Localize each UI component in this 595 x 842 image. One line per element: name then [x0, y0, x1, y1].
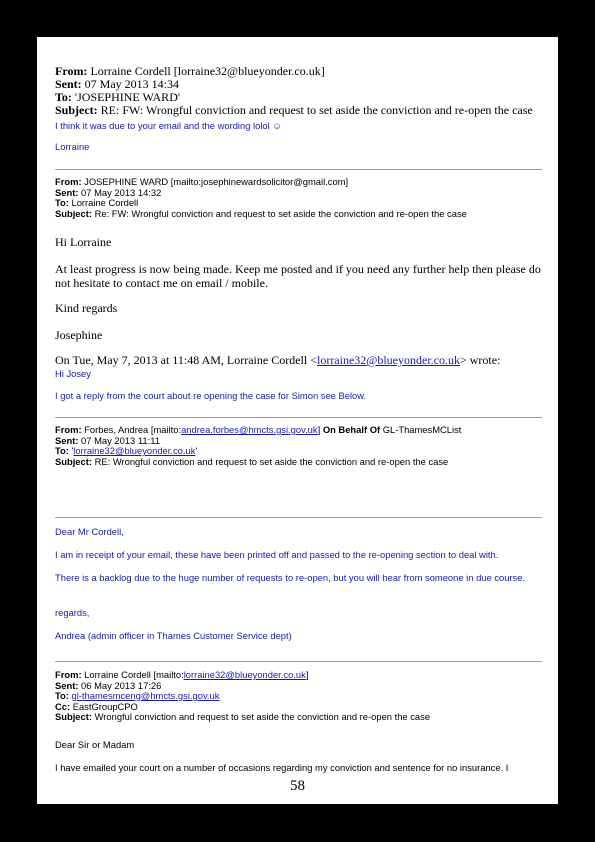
email1-to: To: 'JOSEPHINE WARD': [55, 90, 181, 104]
email1-signature: Lorraine: [55, 141, 90, 152]
quote-email-link[interactable]: lorraine32@blueyonder.co.uk: [316, 353, 460, 367]
email1-from: From: Lorraine Cordell [lorraine32@blueyonder.co.uk]: [55, 64, 325, 78]
email2-paragraph: At least progress is now being made. Keep me posted and if you need any further help then please do not hesitate to contact me on email / mobile.: [55, 262, 541, 290]
separator-line: [55, 661, 542, 662]
email4-header: [55, 670, 542, 723]
email3-to: To: 'lorraine32@blueyonder.co.uk': [55, 445, 198, 456]
email1-subject: Subject: RE: FW: Wrongful conviction and request to set aside the conviction and re-open the case: [55, 103, 533, 117]
email4-from: From: Lorraine Cordell [mailto:lorraine32@blueyonder.co.uk]: [55, 669, 309, 680]
email3-to-link[interactable]: lorraine32@blueyonder.co.uk: [73, 445, 196, 456]
separator-line: [55, 417, 542, 418]
email2-quote-intro: On Tue, May 7, 2013 at 11:48 AM, Lorraine Cordell <lorraine32@blueyonder.co.uk> wrote:: [55, 353, 501, 367]
separator-line: [55, 517, 542, 518]
email2-sent: Sent: 07 May 2013 14:32: [55, 186, 162, 198]
email4-to-link[interactable]: gl-thamesmceng@hmcts.gsi.gov.uk: [71, 690, 220, 701]
email2-quote-greeting: Hi Josey: [55, 368, 91, 379]
email3-greeting: Dear Mr Cordell,: [55, 526, 124, 537]
email2-from: From: JOSEPHINE WARD [mailto:josephinewardsolicitor@gmail.com]: [55, 176, 349, 187]
email1-header: [55, 65, 542, 117]
email3-header: [55, 425, 542, 467]
email3-from-link[interactable]: andrea.forbes@hmcts.gsi.gov.uk: [181, 424, 318, 435]
email2-greeting: Hi Lorraine: [55, 235, 112, 249]
page-number: 58: [290, 778, 305, 794]
document-page: [37, 37, 558, 804]
separator-line: [55, 169, 542, 170]
email1-body: I think it was due to your email and the wording lolol ☺: [55, 120, 282, 131]
email3-paragraph-2: There is a backlog due to the huge number of requests to re-open, but you will hear from someone in due course.: [55, 572, 526, 583]
email3-paragraph-1: I am in receipt of your email, these have been printed off and passed to the re-opening section to deal with.: [55, 549, 499, 560]
email3-sent: Sent: 07 May 2013 11:11: [55, 434, 160, 446]
email4-from-link[interactable]: lorraine32@blueyonder.co.uk: [183, 669, 306, 680]
email4-cc: Cc: EastGroupCPO: [55, 700, 138, 712]
email3-subject: Subject: RE: Wrongful conviction and request to set aside the conviction and re-open the case: [55, 455, 449, 467]
email4-to: To: gl-thamesmceng@hmcts.gsi.gov.uk: [55, 690, 220, 701]
email1-sent: Sent: 07 May 2013 14:34: [55, 77, 180, 91]
email3-closing: regards,: [55, 607, 90, 618]
email4-sent: Sent: 06 May 2013 17:26: [55, 679, 162, 691]
email2-closing: Kind regards: [55, 301, 118, 315]
email3-from: From: Forbes, Andrea [mailto:andrea.forbes@hmcts.gsi.gov.uk] On Behalf Of GL-ThamesMCList: [55, 424, 462, 435]
email4-paragraph: I have emailed your court on a number of occasions regarding my conviction and sentence for no insurance. I: [55, 762, 509, 773]
email3-signature: Andrea (admin officer in Thames Customer Service dept): [55, 630, 292, 641]
email4-greeting: Dear Sir or Madam: [55, 739, 135, 750]
email4-subject: Subject: Wrongful conviction and request to set aside the conviction and re-open the case: [55, 711, 431, 722]
email2-signature: Josephine: [55, 328, 103, 342]
email2-quote-body: I got a reply from the court about re opening the case for Simon see Below.: [55, 390, 367, 401]
email2-to: To: Lorraine Cordell: [55, 197, 139, 208]
email2-header: [55, 177, 542, 219]
email2-subject: Subject: Re: FW: Wrongful conviction and request to set aside the conviction and re-open the case: [55, 207, 467, 219]
